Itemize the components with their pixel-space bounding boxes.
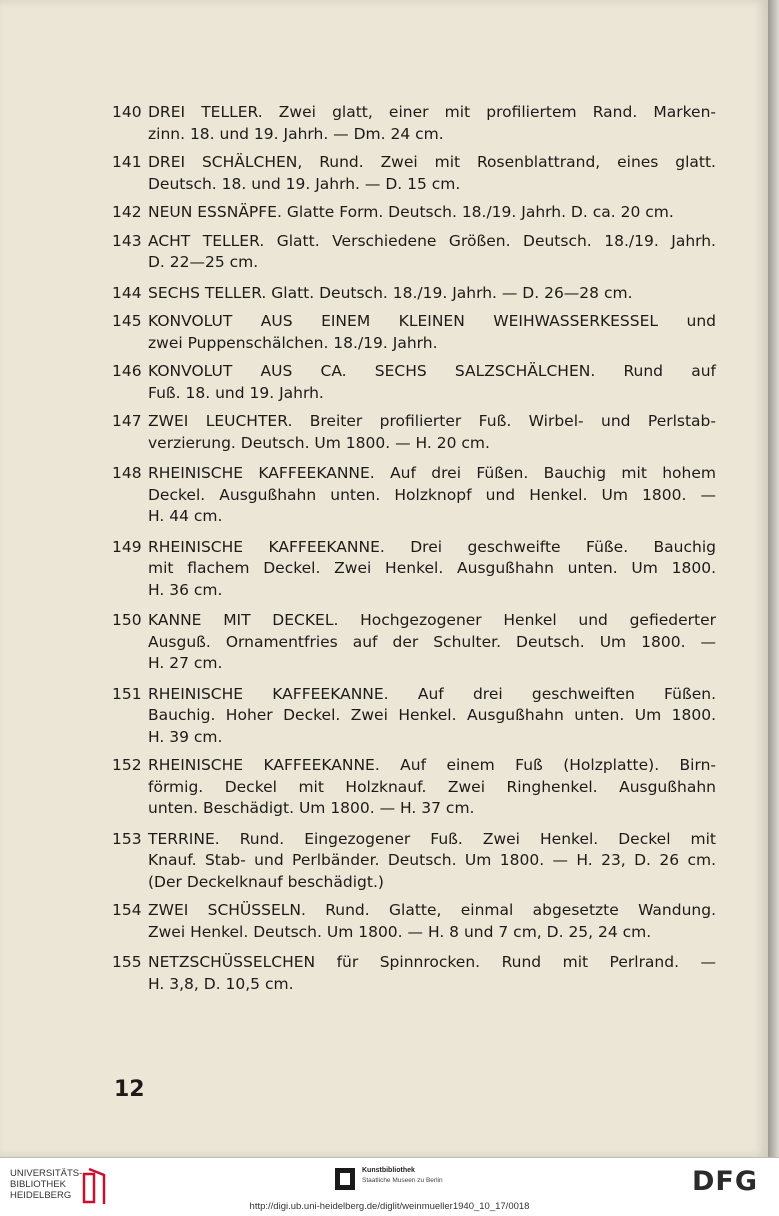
catalog-entry bbox=[112, 231, 716, 274]
entry-number: 152 bbox=[112, 756, 142, 774]
catalog-entry bbox=[112, 361, 716, 404]
entry-number: 148 bbox=[112, 464, 142, 482]
kunstbibliothek-logo-icon bbox=[335, 1168, 355, 1190]
entry-number: 146 bbox=[112, 362, 142, 380]
page-number: 12 bbox=[114, 1077, 145, 1102]
entry-line: TERRINE. Rund. Eingezogener Fuß. Zwei Henkel. Deckel mit bbox=[148, 829, 716, 848]
catalog-entry bbox=[112, 202, 716, 224]
entry-text bbox=[148, 952, 716, 995]
entry-line: ZWEI LEUCHTER. Breiter profilierter Fuß. Wirbel- und Perlstab- bbox=[148, 412, 716, 430]
entry-line: H. 27 cm. bbox=[148, 654, 223, 672]
heidelberg-logo-icon bbox=[80, 1166, 108, 1206]
entry-line: mit flachem Deckel. Zwei Henkel. Ausgußhahn unten. Um 1800. bbox=[148, 559, 716, 577]
library-line: HEIDELBERG bbox=[10, 1190, 72, 1201]
entry-line: H. 3,8, D. 10,5 cm. bbox=[148, 974, 294, 993]
library-name bbox=[10, 1168, 82, 1201]
entry-line: H. 36 cm. bbox=[148, 580, 223, 599]
entry-line: H. 44 cm. bbox=[148, 507, 223, 525]
entry-line: NEUN ESSNÄPFE. Glatte Form. Deutsch. 18./19. Jahrh. D. ca. 20 cm. bbox=[148, 203, 674, 221]
entry-line: Ausguß. Ornamentfries auf der Schulter. Deutsch. Um 1800. — bbox=[148, 632, 716, 651]
library-line: UNIVERSITÄTS- bbox=[10, 1168, 83, 1179]
entry-line: zinn. 18. und 19. Jahrh. — Dm. 24 cm. bbox=[148, 124, 444, 143]
entry-line: ZWEI SCHÜSSELN. Rund. Glatte, einmal abgesetzte Wandung. bbox=[148, 901, 716, 919]
entry-text bbox=[148, 610, 716, 675]
entry-number: 144 bbox=[112, 283, 142, 302]
entry-line: Knauf. Stab- und Perlbänder. Deutsch. Um 1800. — H. 23, D. 26 cm. bbox=[148, 851, 716, 869]
catalog-entry bbox=[112, 537, 716, 602]
catalog-entry bbox=[112, 102, 716, 145]
entry-line: DREI TELLER. Zwei glatt, einer mit profiliertem Rand. Marken- bbox=[148, 103, 716, 121]
entry-number: 142 bbox=[112, 203, 142, 221]
entry-number: 141 bbox=[112, 153, 142, 171]
entry-text bbox=[148, 463, 716, 528]
entry-text bbox=[148, 311, 716, 354]
entry-line: förmig. Deckel mit Holzknauf. Zwei Ringhenkel. Ausgußhahn bbox=[148, 777, 716, 796]
entry-line: unten. Beschädigt. Um 1800. — H. 37 cm. bbox=[148, 799, 475, 817]
entry-line: Zwei Henkel. Deutsch. Um 1800. — H. 8 und 7 cm, D. 25, 24 cm. bbox=[148, 922, 652, 941]
entry-number: 155 bbox=[112, 953, 142, 971]
entry-line: KONVOLUT AUS CA. SECHS SALZSCHÄLCHEN. Rund auf bbox=[148, 362, 716, 380]
entry-number: 153 bbox=[112, 829, 142, 848]
catalog-entry bbox=[112, 900, 716, 943]
entry-line: DREI SCHÄLCHEN, Rund. Zwei mit Rosenblattrand, eines glatt. bbox=[148, 153, 716, 171]
catalog-entry bbox=[112, 283, 716, 305]
entry-text bbox=[148, 231, 716, 274]
entry-text bbox=[148, 361, 716, 404]
kunstbibliothek-title: Kunstbibliothek bbox=[362, 1167, 415, 1174]
entry-line: RHEINISCHE KAFFEEKANNE. Auf drei Füßen. Bauchig mit hohem bbox=[148, 464, 716, 482]
entry-line: verzierung. Deutsch. Um 1800. — H. 20 cm. bbox=[148, 433, 490, 452]
entry-number: 151 bbox=[112, 684, 142, 703]
entry-number: 147 bbox=[112, 412, 142, 430]
catalog-entry bbox=[112, 829, 716, 894]
entry-line: RHEINISCHE KAFFEEKANNE. Drei geschweifte Füße. Bauchig bbox=[148, 537, 716, 556]
dfg-logo: DFG bbox=[692, 1166, 759, 1197]
page-edge bbox=[768, 0, 779, 1157]
entry-line: H. 39 cm. bbox=[148, 727, 223, 746]
entry-number: 154 bbox=[112, 901, 142, 919]
entry-line: (Der Deckelknauf beschädigt.) bbox=[148, 872, 384, 891]
entry-number: 145 bbox=[112, 312, 142, 330]
entry-number: 149 bbox=[112, 537, 142, 556]
catalog-entries bbox=[112, 94, 716, 995]
entry-text bbox=[148, 684, 716, 749]
entry-text bbox=[148, 102, 716, 145]
library-line: BIBLIOTHEK bbox=[10, 1179, 66, 1190]
entry-line: Deutsch. 18. und 19. Jahrh. — D. 15 cm. bbox=[148, 174, 461, 193]
entry-line: Deckel. Ausgußhahn unten. Holzknopf und Henkel. Um 1800. — bbox=[148, 485, 716, 504]
entry-line: ACHT TELLER. Glatt. Verschiedene Größen. Deutsch. 18./19. Jahrh. bbox=[148, 231, 716, 250]
entry-text bbox=[148, 755, 716, 820]
entry-line: RHEINISCHE KAFFEEKANNE. Auf drei geschweiften Füßen. bbox=[148, 684, 716, 703]
entry-line: Bauchig. Hoher Deckel. Zwei Henkel. Ausgußhahn unten. Um 1800. bbox=[148, 706, 716, 724]
catalog-entry bbox=[112, 463, 716, 528]
entry-text bbox=[148, 152, 716, 195]
footer-bar bbox=[0, 1157, 779, 1216]
catalog-entry bbox=[112, 952, 716, 995]
catalog-entry bbox=[112, 755, 716, 820]
entry-line: D. 22—25 cm. bbox=[148, 253, 259, 271]
entry-text bbox=[148, 283, 716, 305]
entry-line: KANNE MIT DECKEL. Hochgezogener Henkel und gefiederter bbox=[148, 611, 716, 629]
entry-line: RHEINISCHE KAFFEEKANNE. Auf einem Fuß (Holzplatte). Birn- bbox=[148, 756, 716, 774]
entry-text bbox=[148, 900, 716, 943]
source-url[interactable]: http://digi.ub.uni-heidelberg.de/diglit/weinmueller1940_10_17/0018 bbox=[249, 1201, 530, 1212]
entry-number: 143 bbox=[112, 231, 142, 250]
entry-text bbox=[148, 537, 716, 602]
entry-text bbox=[148, 829, 716, 894]
entry-text bbox=[148, 202, 716, 224]
entry-number: 150 bbox=[112, 611, 142, 629]
entry-line: SECHS TELLER. Glatt. Deutsch. 18./19. Jahrh. — D. 26—28 cm. bbox=[148, 283, 633, 302]
kunstbibliothek-subtitle: Staatliche Museen zu Berlin bbox=[362, 1177, 443, 1184]
entry-text bbox=[148, 411, 716, 454]
entry-line: NETZSCHÜSSELCHEN für Spinnrocken. Rund mit Perlrand. — bbox=[148, 953, 716, 971]
catalog-entry bbox=[112, 411, 716, 454]
catalog-entry bbox=[112, 610, 716, 675]
catalog-entry bbox=[112, 152, 716, 195]
entry-line: zwei Puppenschälchen. 18./19. Jahrh. bbox=[148, 333, 438, 352]
entry-number: 140 bbox=[112, 103, 142, 121]
catalog-entry bbox=[112, 684, 716, 749]
entry-line: KONVOLUT AUS EINEM KLEINEN WEIHWASSERKESSEL und bbox=[148, 312, 716, 330]
entry-line: Fuß. 18. und 19. Jahrh. bbox=[148, 383, 324, 402]
catalog-entry bbox=[112, 311, 716, 354]
